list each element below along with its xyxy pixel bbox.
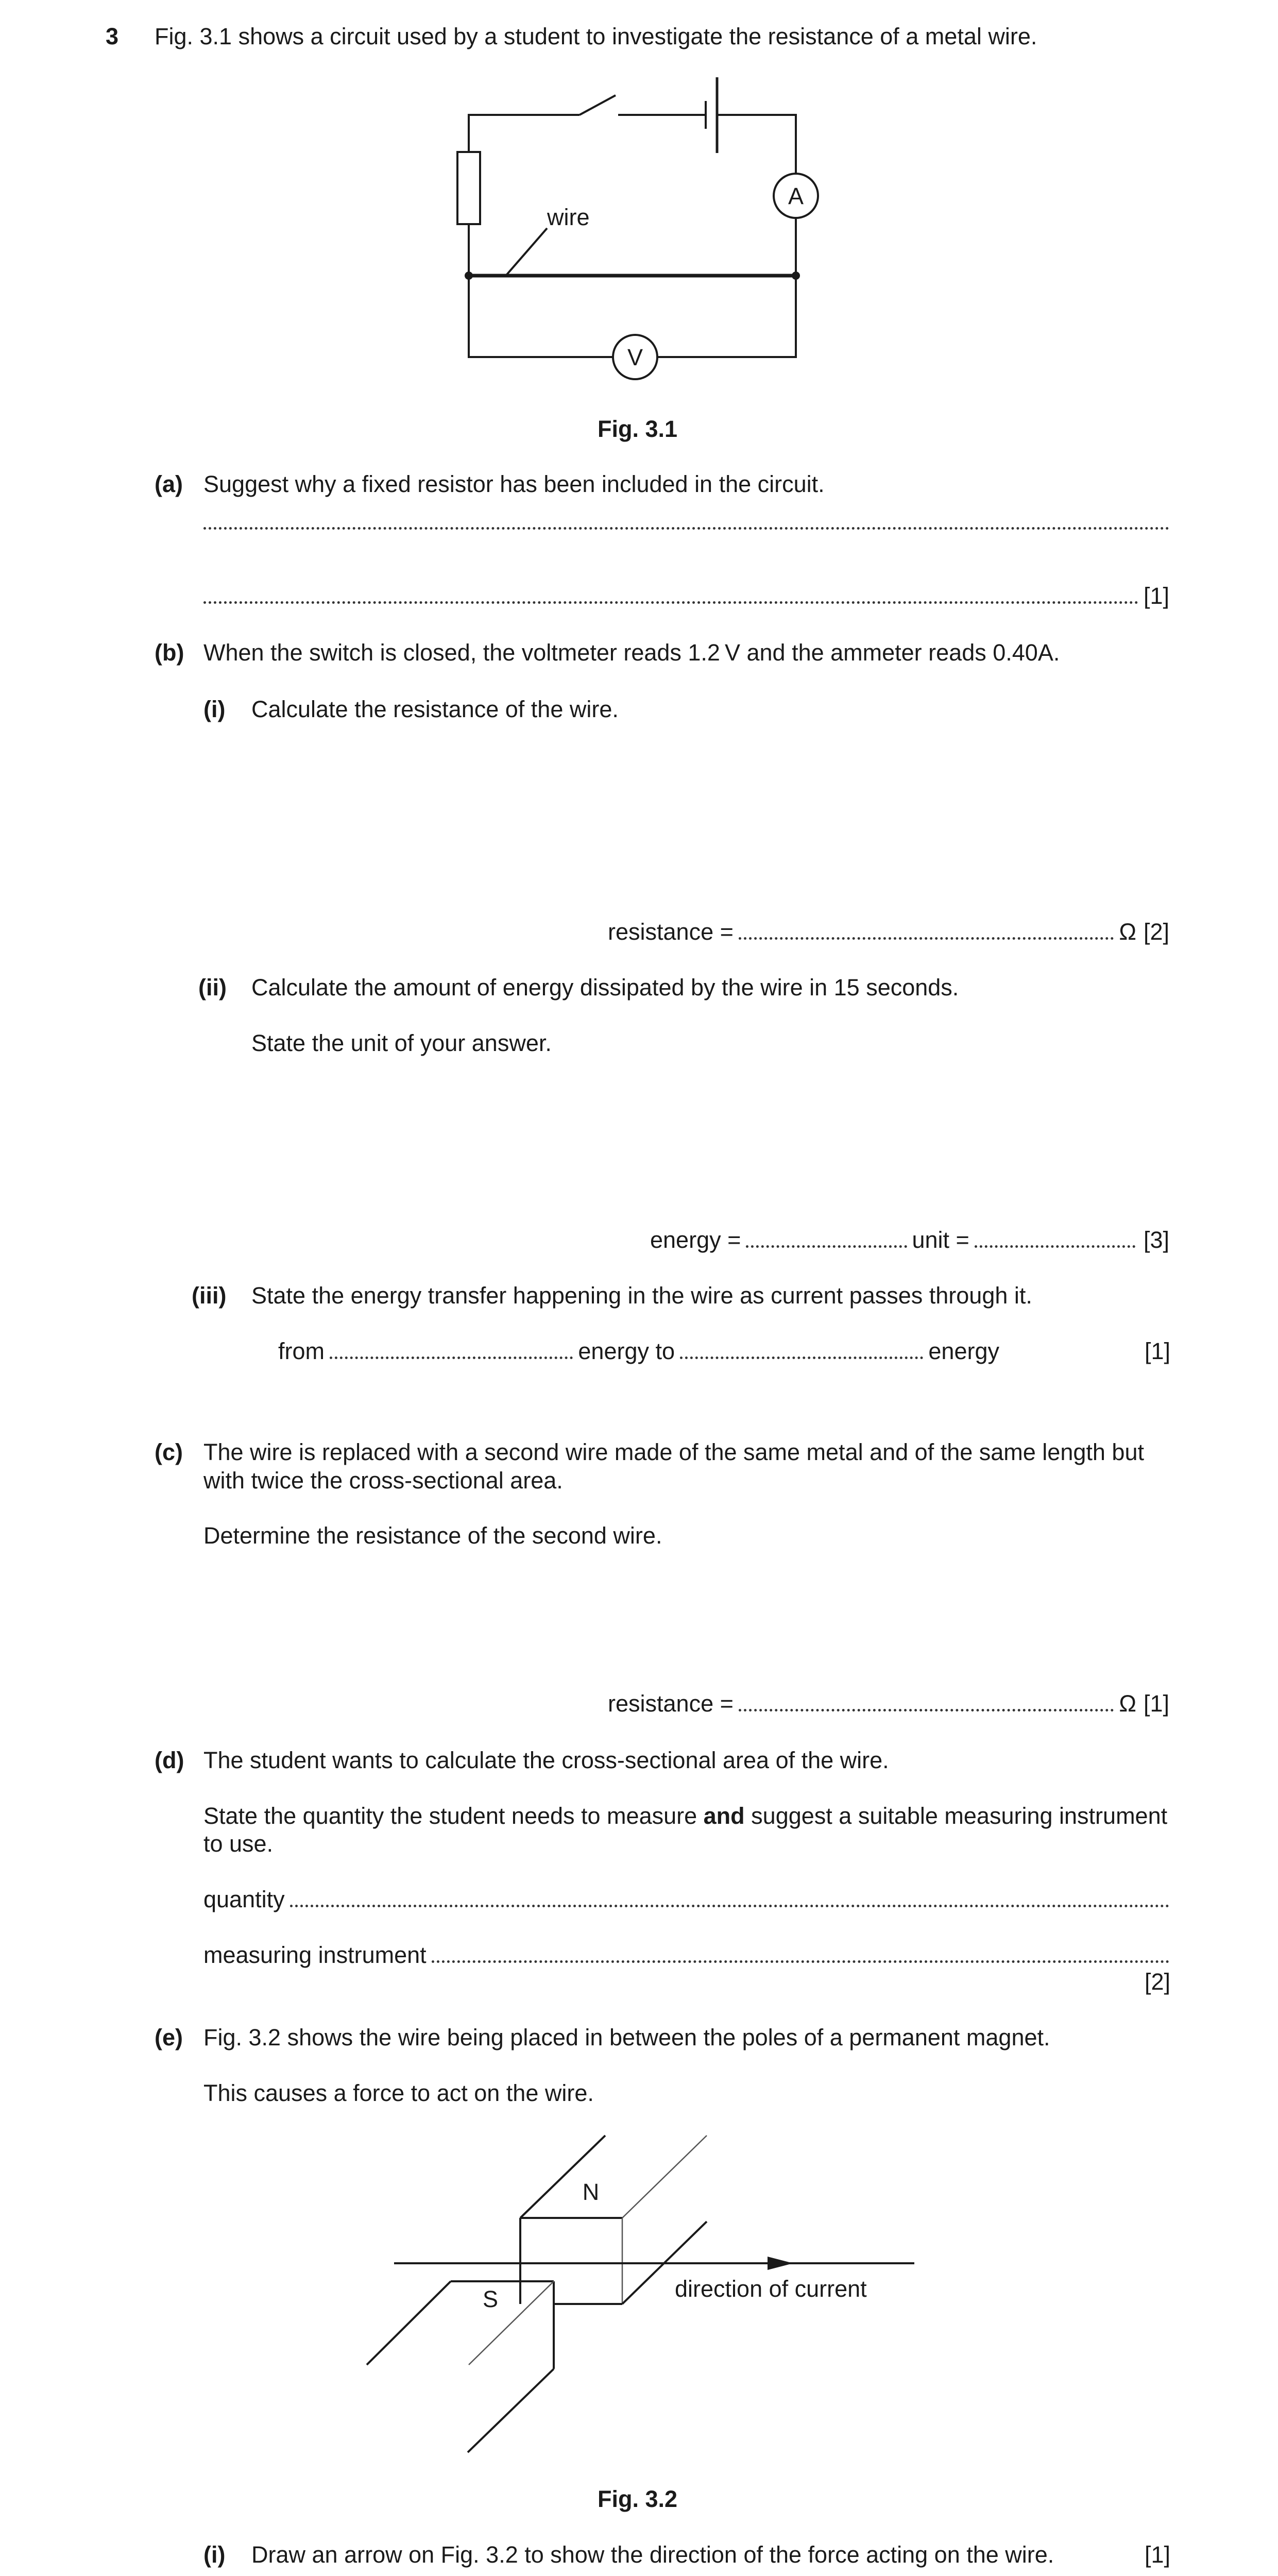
part-d-marks: [2] <box>1145 1969 1171 1995</box>
part-e-i-marks: [1] <box>1145 2541 1171 2568</box>
part-a-label: (a) <box>155 471 183 497</box>
part-c-label: (c) <box>155 1439 183 1465</box>
quantity-label: quantity <box>203 1886 285 1912</box>
resistance-prefix: resistance = <box>608 919 734 945</box>
question-number: 3 <box>106 23 119 49</box>
current-arrow-icon <box>768 2257 793 2270</box>
part-b-ii-label: (ii) <box>198 974 227 1001</box>
fig32-caption: Fig. 3.2 <box>598 2486 678 2512</box>
resistance-unit-c: Ω <box>1119 1690 1136 1717</box>
part-c-text2: Determine the resistance of the second wire. <box>203 1522 662 1549</box>
part-b-i-label: (i) <box>203 696 226 722</box>
part-b-ii-marks: [3] <box>1143 1227 1170 1253</box>
from-label: from <box>278 1338 325 1364</box>
part-b-iii-marks: [1] <box>1145 1338 1171 1364</box>
energy-label: energy <box>928 1338 999 1364</box>
south-pole-block <box>367 2281 554 2452</box>
part-b-label: (b) <box>155 639 184 666</box>
current-direction-label: direction of current <box>675 2276 867 2302</box>
part-d-text: The student wants to calculate the cross-sectional area of the wire. <box>203 1747 889 1773</box>
energy-prefix: energy = <box>650 1227 741 1253</box>
part-a-text: Suggest why a fixed resistor has been included in the circuit. <box>203 471 825 497</box>
part-c-text-line1: The wire is replaced with a second wire made of the same metal and of the same length but <box>203 1439 1144 1465</box>
unit-prefix: unit = <box>912 1227 969 1253</box>
part-d-text2-line2: to use. <box>203 1831 274 1857</box>
north-label: N <box>582 2179 600 2205</box>
resistance-unit: Ω <box>1119 919 1136 945</box>
energy-to-label: energy to <box>578 1338 675 1364</box>
part-d-text2: State the quantity the student needs to measure and suggest a suitable measuring instrument <box>203 1803 1168 1829</box>
part-e-text2: This causes a force to act on the wire. <box>203 2080 594 2106</box>
voltmeter-label: V <box>627 344 643 370</box>
part-b-i-text: Calculate the resistance of the wire. <box>251 696 619 722</box>
resistance-prefix-c: resistance = <box>608 1690 734 1717</box>
part-b-ii-text: Calculate the amount of energy dissipated by the wire in 15 seconds. <box>251 974 959 1001</box>
part-e-i-text: Draw an arrow on Fig. 3.2 to show the direction of the force acting on the wire. <box>251 2541 1054 2568</box>
part-b-iii-text: State the energy transfer happening in the wire as current passes through it. <box>251 1282 1032 1309</box>
wire-label: wire <box>547 204 590 230</box>
question-intro: Fig. 3.1 shows a circuit used by a student to investigate the resistance of a metal wire. <box>155 23 1037 49</box>
part-b-i-marks: [2] <box>1143 919 1169 945</box>
south-label: S <box>482 2286 499 2312</box>
part-b-text: When the switch is closed, the voltmeter reads 1.2 V and the ammeter reads 0.40A. <box>203 639 1060 666</box>
part-d-label: (d) <box>155 1747 184 1773</box>
part-a-marks: [1] <box>1143 583 1169 609</box>
part-c-marks: [1] <box>1143 1690 1169 1717</box>
fig31-caption: Fig. 3.1 <box>598 416 678 442</box>
part-b-ii-text2: State the unit of your answer. <box>251 1030 552 1056</box>
instrument-label: measuring instrument <box>203 1942 427 1968</box>
part-e-text: Fig. 3.2 shows the wire being placed in between the poles of a permanent magnet. <box>203 2024 1050 2050</box>
part-b-iii-label: (iii) <box>192 1282 227 1309</box>
part-e-i-label: (i) <box>203 2541 226 2568</box>
part-c-text-line2: with twice the cross-sectional area. <box>203 1467 563 1494</box>
ammeter-label: A <box>788 183 804 209</box>
part-e-label: (e) <box>155 2024 183 2050</box>
